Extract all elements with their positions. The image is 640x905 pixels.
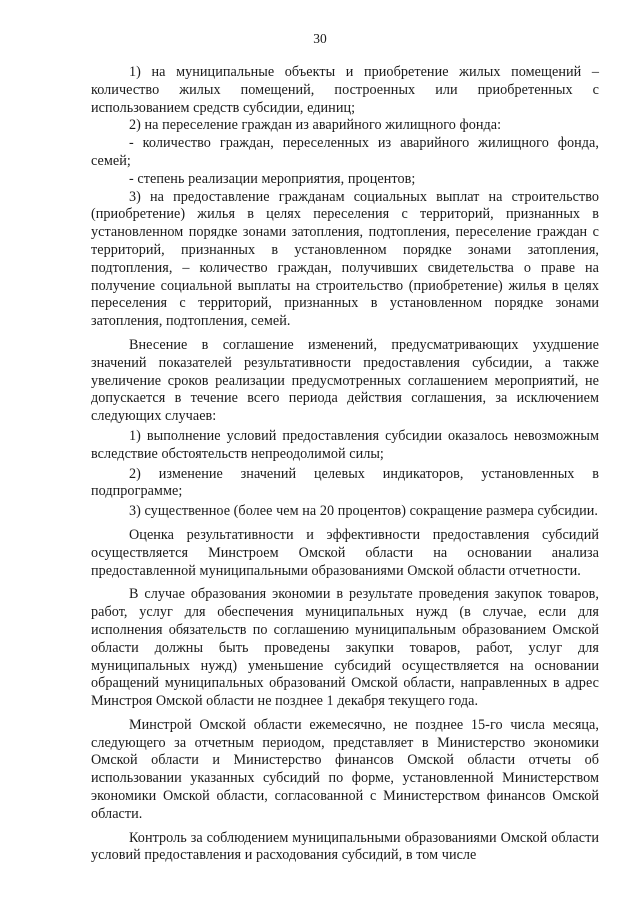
paragraph-control: Контроль за соблюдением муниципальными образованиями Омской области условий предоставления и расходования субсидий, в том числе — [91, 829, 599, 864]
page-number: 30 — [313, 31, 327, 46]
paragraph-exception-2: 2) изменение значений целевых индикаторов, установленных в подпрограмме; — [91, 465, 599, 500]
document-body — [91, 64, 599, 865]
paragraph-item-2: 2) на переселение граждан из аварийного жилищного фонда: — [129, 117, 502, 134]
paragraph-item-4: - степень реализации мероприятия, процентов; — [129, 170, 416, 187]
paragraph-evaluation: Оценка результативности и эффективности предоставления субсидий осуществляется Минстроем Омской области на основании анализа предоставленной муниципальными образованиями Омской области отчетности. — [91, 526, 599, 579]
paragraph-item-3: - количество граждан, переселенных из аварийного жилищного фонда, семей; — [91, 135, 599, 169]
paragraph-item-1: 1) на муниципальные объекты и приобретение жилых помещений – количество жилых помещений, построенных или приобретенных с использованием средств субсидии, единиц; — [91, 64, 599, 116]
paragraph-reporting: Минстрой Омской области ежемесячно, не позднее 15-го числа месяца, следующего за отчетным периодом, представляет в Министерство экономики Омской области и Министерство финансов Омской области отчеты об использовании указанных субсидий по форме, установленной Министерством экономики Омской области, согласованной с Министерством финансов Омской области. — [91, 716, 599, 822]
paragraph-exception-1: 1) выполнение условий предоставления субсидии оказалось невозможным вследствие обстоятельств непреодолимой силы; — [91, 427, 599, 462]
paragraph-exception-3: 3) существенное (более чем на 20 процентов) сокращение размера субсидии. — [129, 503, 598, 520]
paragraph-amendments: Внесение в соглашение изменений, предусматривающих ухудшение значений показателей результативности предоставления субсидии, а также увеличение сроков реализации предусмотренных соглашением мероприятий, не допускается в течение всего периода действия соглашения, за исключением следующих случаев: — [91, 336, 599, 425]
paragraph-item-5: 3) на предоставление гражданам социальных выплат на строительство (приобретение) жилья в целях переселения с территорий, признанных в установленном порядке зонами затопления, подтопления, переселение граждан с территорий, признанных в установленном порядке зонами затопления, подтопления, – количество граждан, получивших свидетельства о праве на получение социальной выплаты на строительство (приобретение) жилья в целях переселения с территорий, признанных в установленном порядке зонами затопления, подтопления, семей. — [91, 188, 599, 330]
paragraph-savings: В случае образования экономии в результате проведения закупок товаров, работ, услуг для обеспечения муниципальных нужд (в случае, если для исполнения обязательств по соглашению муниципальным образованием Омской области должны быть проведены закупки товаров, работ, услуг для муниципальных нужд) уменьшение субсидий осуществляется на основании обращений муниципальных образований Омской области, направленных в адрес Минстроя Омской области не позднее 1 декабря текущего года. — [91, 586, 599, 710]
